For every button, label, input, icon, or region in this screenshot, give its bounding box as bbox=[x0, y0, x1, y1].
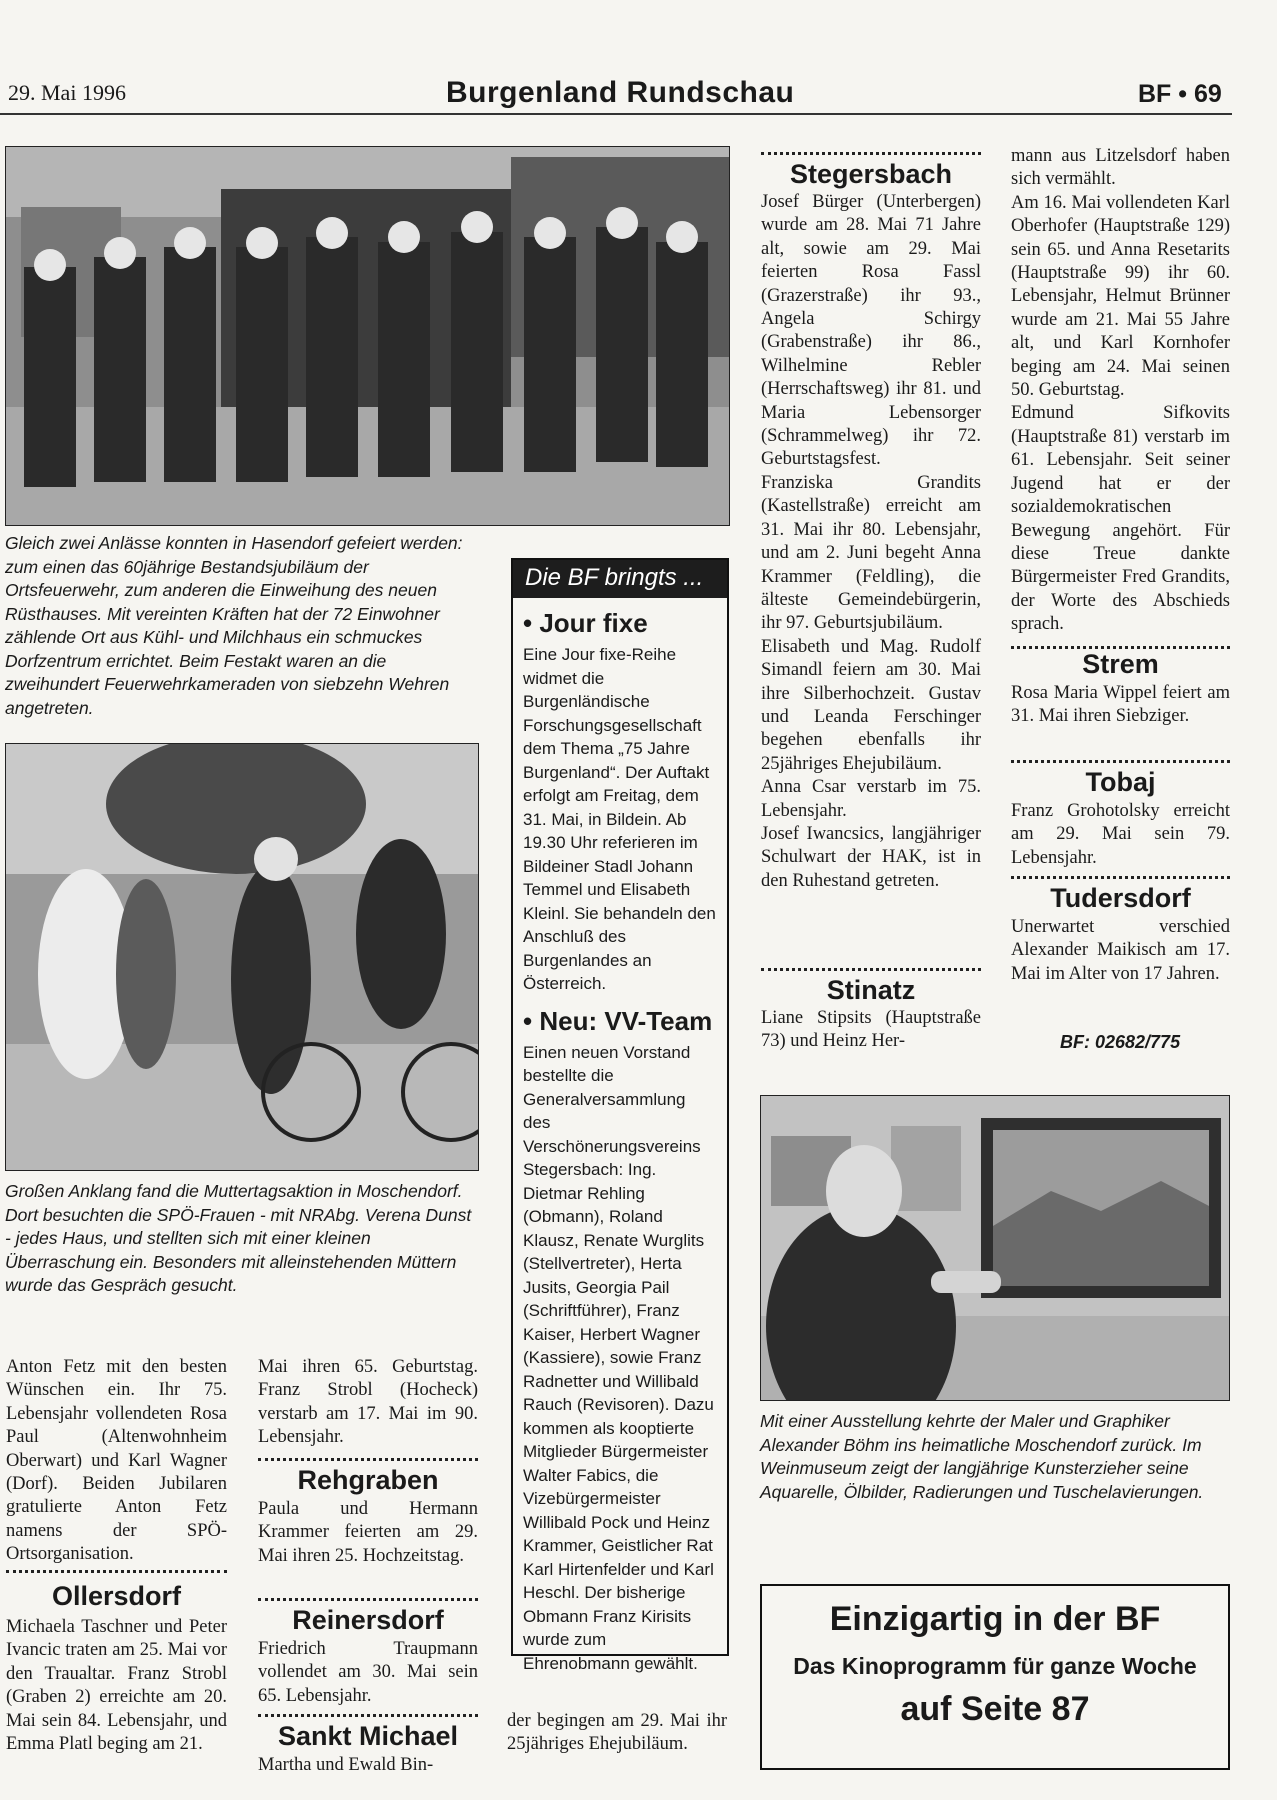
tobaj-text: Franz Grohotolsky erreicht am 29. Mai sein 79. Lebensjahr. bbox=[1011, 801, 1230, 868]
col5-p3: Edmund Sifkovits (Hauptstraße 81) verstarb im 61. Lebensjahr. Seit seiner Jugend hat er der sozialdemokratischen Bewegung angehört. Für diese Treue dankte Bürgermeister Fred Grandits, der Worte des Abschieds sprach. bbox=[1011, 403, 1230, 635]
ad-headline: Einzigartig in der BF bbox=[829, 1600, 1161, 1638]
ad-page-ref: auf Seite 87 bbox=[900, 1690, 1090, 1728]
stinatz-heading: Stinatz bbox=[826, 975, 916, 1005]
stegersbach-text bbox=[761, 191, 981, 893]
vv-team-text: Einen neuen Vorstand bestellte die Generalversammlung des Verschönerungsvereins Stegersbach: Ing. Dietmar Rehling (Obmann), Roland Klausz, Renate Wurglits (Stellvertreter), Herta Jusits, Georgia Pail (Schriftführer), Franz Kaiser, Herbert Wagner (Kassiere), sowie Franz Radnetter und Willibald Rauch (Revisoren). Dazu kommen als kooptierte Mitglieder Bürgermeister Walter Fabics, die Vizebürgermeister Willibald Pock und Heinz Krammer, Geistlicher Rat Karl Hirtenfelder und Karl Heschl. Der bisherige Obmann Franz Kirisits wurde zum Ehrenobmann gewählt. bbox=[523, 1042, 714, 1673]
col3-text: der begingen am 29. Mai ihr 25jähriges Ehejubiläum. bbox=[507, 1711, 727, 1755]
jour-fixe-heading: • Jour fixe bbox=[523, 608, 648, 638]
ollersdorf-text: Michaela Taschner und Peter Ivancic traten am 25. Mai vor den Traualtar. Franz Strobl (Graben 2) erreichte am 20. Mai sein 84. Lebensjahr, und Emma Platl beging am 21. bbox=[6, 1617, 227, 1755]
painter-photo bbox=[760, 1095, 1230, 1401]
col2-text: Mai ihren 65. Geburtstag. Franz Strobl (Hocheck) verstarb am 17. Mai im 90. Lebensjahr. bbox=[258, 1357, 478, 1448]
issue-date: 29. Mai 1996 bbox=[8, 80, 126, 105]
stinatz-text: Liane Stipsits (Hauptstraße 73) und Heinz Her- bbox=[761, 1008, 981, 1052]
info-box bbox=[511, 558, 729, 1673]
stegersbach-p5: Josef Iwancsics, langjähriger Schulwart der HAK, ist in den Ruhestand getreten. bbox=[761, 823, 981, 891]
strem-text: Rosa Maria Wippel feiert am 31. Mai ihren Siebziger. bbox=[1011, 683, 1230, 727]
info-box-title: Die BF bringts ... bbox=[513, 560, 727, 598]
strem-heading: Strem bbox=[1082, 649, 1159, 679]
phone-number: BF: 02682/775 bbox=[1060, 1032, 1181, 1052]
sankt-michael-heading: Sankt Michael bbox=[277, 1721, 459, 1751]
vv-team-heading: • Neu: VV-Team bbox=[523, 1005, 713, 1036]
divider bbox=[761, 152, 981, 155]
tudersdorf-heading: Tudersdorf bbox=[1050, 883, 1191, 913]
sankt-michael-text: Martha und Ewald Bin- bbox=[258, 1755, 434, 1775]
kino-ad-box bbox=[760, 1584, 1230, 1770]
divider bbox=[258, 1598, 478, 1601]
reinersdorf-heading: Reinersdorf bbox=[292, 1605, 444, 1635]
rehgraben-text: Paula und Hermann Krammer feierten am 29. Mai ihren 25. Hochzeitstag. bbox=[258, 1499, 478, 1566]
divider bbox=[1011, 876, 1230, 879]
jour-fixe-text: Eine Jour fixe-Reihe widmet die Burgenländische Forschungsgesellschaft dem Thema „75 Jahre Burgenland“. Der Auftakt erfolgt am Freitag, dem 31. Mai, in Bildein. Ab 19.30 Uhr referieren im Bildeiner Stadl Johann Temmel und Elisabeth Kleinl. Sie behandeln den Anschluß des Burgenlandes an Österreich. bbox=[523, 645, 716, 993]
divider bbox=[1011, 760, 1230, 763]
stegersbach-p2: Franziska Grandits (Kastellstraße) erreicht am 31. Mai ihr 80. Lebensjahr, und am 2. Juni begeht Anna Krammer (Feldling), die älteste Gemeindebürgerin, ihr 97. Geburtsjubiläum. bbox=[761, 472, 981, 634]
stegersbach-p1: Josef Bürger (Unterbergen) wurde am 28. Mai 71 Jahre alt, sowie am 29. Mai feierten Rosa Fassl (Grazerstraße) ihr 93., Angela Schirgy (Grabenstraße) ihr 86., Wilhelmine Rebler (Herrschaftsweg) ihr 81. und Maria Lebensorger (Schrammelweg) ihr 72. Geburtstagsfest. bbox=[761, 192, 981, 470]
divider bbox=[6, 1570, 227, 1573]
col5-p2: Am 16. Mai vollendeten Karl Oberhofer (Hauptstraße 129) sein 65. und Anna Resetarits (Hauptstraße 99) ihr 60. Lebensjahr, Helmut Brünner wurde am 21. Mai 55 Jahre alt, und Karl Kornhofer beging am 24. Mai seinen 50. Geburtstag. bbox=[1011, 192, 1230, 401]
rehgraben-heading: Rehgraben bbox=[297, 1465, 439, 1495]
reinersdorf-text: Friedrich Traupmann vollendet am 30. Mai sein 65. Lebensjahr. bbox=[258, 1639, 478, 1706]
divider bbox=[761, 968, 981, 971]
stegersbach-p4: Anna Csar verstarb im 75. Lebensjahr. bbox=[761, 777, 981, 821]
col5-text bbox=[1011, 145, 1230, 637]
divider bbox=[258, 1458, 478, 1461]
page-number: BF • 69 bbox=[1138, 80, 1222, 108]
header-rule bbox=[0, 113, 1232, 115]
tudersdorf-text: Unerwartet verschied Alexander Maikisch am 17. Mai im Alter von 17 Jahren. bbox=[1011, 917, 1230, 984]
firefighters-photo bbox=[5, 146, 730, 526]
tobaj-heading: Tobaj bbox=[1085, 767, 1156, 797]
mothers-day-caption: Großen Anklang fand die Muttertagsaktion in Moschendorf. Dort besuchten die SPÖ-Frauen - mit NRAbg. Verena Dunst - jedes Haus, und stellten sich mit einer kleinen Überraschung ein. Besonders mit alleinstehenden Müttern wurde das Gespräch gesucht. bbox=[5, 1181, 472, 1295]
stegersbach-heading: Stegersbach bbox=[789, 159, 953, 189]
divider bbox=[258, 1714, 478, 1717]
mothers-day-photo bbox=[5, 743, 479, 1171]
painter-caption: Mit einer Ausstellung kehrte der Maler und Graphiker Alexander Böhm ins heimatliche Moschendorf zurück. Im Weinmuseum zeigt der langjährige Kunsterzieher seine Aquarelle, Ölbilder, Radierungen und Tuschelavierungen. bbox=[760, 1411, 1204, 1502]
stegersbach-p3: Elisabeth und Mag. Rudolf Simandl feiern am 30. Mai ihre Silberhochzeit. Gustav und Leanda Ferschinger begehen ebenfalls ihr 25jähriges Ehejubiläum. bbox=[761, 636, 981, 774]
firefighters-caption: Gleich zwei Anlässe konnten in Hasendorf gefeiert werden: zum einen das 60jährige Bestandsjubiläum der Ortsfeuerwehr, zum anderen die Einweihung des neuen Rüsthauses. Mit vereinten Kräften hat der 72 Einwohner zählende Ort aus Kühl- und Milchhaus ein schmuckes Dorfzentrum errichtet. Beim Festakt waren an die zweihundert Feuerwehrkameraden von siebzehn Wehren angetreten. bbox=[5, 533, 463, 718]
newspaper-title: Burgenland Rundschau bbox=[446, 76, 795, 109]
ollersdorf-heading: Ollersdorf bbox=[51, 1581, 182, 1611]
ad-subline: Das Kinoprogramm für ganze Woche bbox=[793, 1653, 1197, 1679]
col5-p1: mann aus Litzelsdorf haben sich vermählt. bbox=[1011, 146, 1230, 190]
col1-text: Anton Fetz mit den besten Wünschen ein. Ihr 75. Lebensjahr vollendeten Rosa Paul (Altenwohnheim Oberwart) und Karl Wagner (Dorf). Beiden Jubilaren gratulierte Anton Fetz namens der SPÖ-Ortsorganisation. bbox=[6, 1357, 227, 1565]
